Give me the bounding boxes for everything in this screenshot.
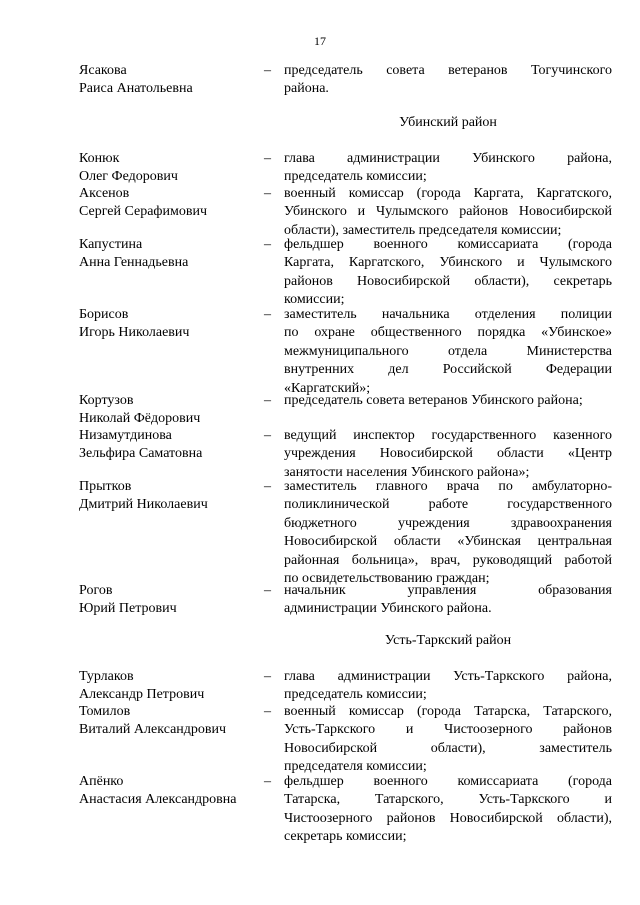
- role-line: ведущий инспектор государственного казенного: [284, 428, 612, 443]
- member-name: [79, 62, 259, 99]
- member-given-names: Анна Геннадьевна: [79, 255, 189, 271]
- role-line: Новосибирской области), заместитель: [284, 740, 612, 756]
- role-line: по охране общественного порядка «Убинское»: [284, 325, 612, 341]
- member-surname: Конюк: [79, 151, 120, 166]
- dash-separator: –: [264, 704, 271, 719]
- member-name: [79, 478, 259, 515]
- member-role: [284, 150, 612, 187]
- dash-separator: –: [264, 393, 271, 408]
- role-line: председатель комиссии;: [284, 687, 427, 703]
- member-surname: Борисов: [79, 307, 129, 322]
- member-surname: Томилов: [79, 704, 131, 719]
- member-given-names: Николай Фёдорович: [79, 411, 201, 427]
- member-name: [79, 150, 259, 187]
- member-given-names: Виталий Александрович: [79, 722, 227, 738]
- member-name: [79, 773, 259, 810]
- role-line: председатель совета ветеранов Убинского района;: [284, 393, 583, 408]
- role-line: Татарска, Татарского, Усть-Таркского и: [284, 792, 612, 808]
- member-surname: Низамутдинова: [79, 428, 172, 443]
- member-surname: Ясакова: [79, 63, 127, 78]
- member-name: [79, 668, 259, 705]
- member-role: [284, 62, 612, 99]
- member-name: [79, 427, 259, 464]
- member-surname: Турлаков: [79, 669, 134, 684]
- role-line: глава администрации Убинского района,: [284, 151, 612, 166]
- role-line: Усть-Таркского и Чистоозерного районов: [284, 722, 612, 738]
- district-heading: Убинский район: [399, 115, 497, 130]
- member-role: [284, 582, 612, 619]
- member-given-names: Дмитрий Николаевич: [79, 497, 208, 513]
- role-line: Убинского и Чулымского районов Новосибирской: [284, 204, 612, 220]
- member-name: [79, 392, 259, 429]
- dash-separator: –: [264, 151, 271, 166]
- role-line: председатель комиссии;: [284, 169, 427, 185]
- member-role: [284, 427, 612, 482]
- member-given-names: Зельфира Саматовна: [79, 446, 203, 462]
- dash-separator: –: [264, 774, 271, 789]
- member-given-names: Анастасия Александровна: [79, 792, 237, 808]
- role-line: комиссии;: [284, 292, 345, 308]
- district-heading: Усть-Таркский район: [384, 633, 512, 648]
- role-line: Каргата, Каргатского, Убинского и Чулымского: [284, 255, 612, 271]
- role-line: районов Новосибирской области), секретарь: [284, 273, 612, 289]
- dash-separator: –: [264, 479, 271, 494]
- member-role: [284, 773, 612, 847]
- member-role: [284, 185, 612, 240]
- role-line: глава администрации Усть-Таркского района,: [284, 669, 612, 684]
- dash-separator: –: [264, 583, 271, 598]
- role-line: поликлинической работе государственного: [284, 497, 612, 513]
- dash-separator: –: [264, 428, 271, 443]
- member-role: [284, 668, 612, 705]
- role-line: военный комиссар (города Каргата, Каргатского,: [284, 186, 612, 201]
- member-given-names: Александр Петрович: [79, 687, 205, 703]
- role-line: заместитель главного врача по амбулаторно-: [284, 479, 612, 494]
- member-given-names: Раиса Анатольевна: [79, 81, 193, 97]
- member-surname: Кортузов: [79, 393, 134, 408]
- dash-separator: –: [264, 63, 271, 78]
- role-line: внутренних дел Российской Федерации: [284, 362, 612, 378]
- member-given-names: Сергей Серафимович: [79, 204, 207, 220]
- dash-separator: –: [264, 669, 271, 684]
- page-number: 17: [314, 34, 326, 48]
- role-line: председателя комиссии;: [284, 759, 427, 775]
- member-name: [79, 703, 259, 740]
- role-line: фельдшер военного комиссариата (города: [284, 237, 612, 252]
- member-name: [79, 306, 259, 343]
- role-line: заместитель начальника отделения полиции: [284, 307, 612, 322]
- member-surname: Прытков: [79, 479, 132, 494]
- role-line: межмуниципального отдела Министерства: [284, 343, 612, 359]
- role-line: занятости населения Убинского района»;: [284, 464, 530, 480]
- member-role: [284, 478, 612, 588]
- member-surname: Капустина: [79, 237, 143, 252]
- dash-separator: –: [264, 307, 271, 322]
- dash-separator: –: [264, 186, 271, 201]
- member-surname: Аксенов: [79, 186, 130, 201]
- member-role: [284, 703, 612, 777]
- role-line: области), заместитель председателя комиссии;: [284, 222, 562, 238]
- member-role: [284, 236, 612, 310]
- member-role: [284, 306, 612, 398]
- role-line: администрации Убинского района.: [284, 601, 492, 617]
- role-line: военный комиссар (города Татарска, Татарского,: [284, 704, 612, 719]
- member-given-names: Олег Федорович: [79, 169, 178, 185]
- member-surname: Рогов: [79, 583, 113, 598]
- role-line: Новосибирской области «Убинская центральная: [284, 534, 612, 550]
- role-line: по освидетельствованию граждан;: [284, 570, 490, 586]
- role-line: секретарь комиссии;: [284, 829, 407, 845]
- member-given-names: Юрий Петрович: [79, 601, 177, 617]
- member-name: [79, 582, 259, 619]
- role-line: фельдшер военного комиссариата (города: [284, 774, 612, 789]
- member-given-names: Игорь Николаевич: [79, 325, 190, 341]
- role-line: учреждения Новосибирской области «Центр: [284, 446, 612, 462]
- role-line: района.: [284, 81, 329, 97]
- dash-separator: –: [264, 237, 271, 252]
- member-role: [284, 392, 612, 410]
- role-line: «Каргатский»;: [284, 380, 371, 396]
- role-line: бюджетного учреждения здравоохранения: [284, 515, 612, 531]
- role-line: районная больница», врач, руководящий работой: [284, 552, 612, 568]
- role-line: начальник управления образования: [284, 583, 612, 598]
- member-surname: Апёнко: [79, 774, 124, 789]
- member-name: [79, 185, 259, 222]
- role-line: председатель совета ветеранов Тогучинского: [284, 63, 612, 78]
- member-name: [79, 236, 259, 273]
- role-line: Чистоозерного районов Новосибирской области),: [284, 810, 612, 826]
